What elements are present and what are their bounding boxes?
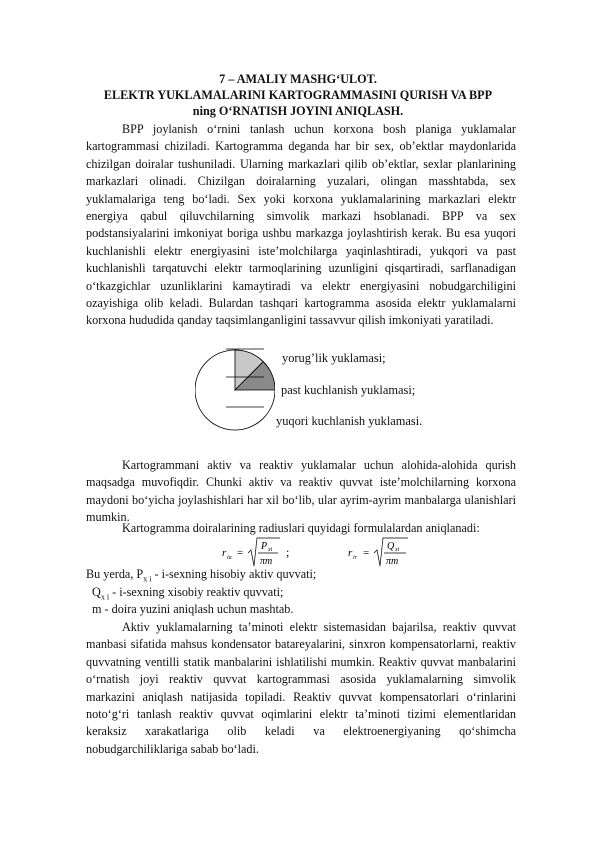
legend-lighting: yorug’lik yuklamasi; bbox=[282, 351, 386, 365]
formula-active-denominator: πm bbox=[260, 556, 273, 567]
paragraph-radius-intro: Kartogramma doiralarining radiuslari quyidagi formulalardan aniqlanadi: bbox=[122, 521, 480, 535]
formula-reactive-numerator-sub: xi bbox=[395, 547, 400, 553]
paragraph-active-reactive: Kartogrammani aktiv va reaktiv yuklamalar uchun alohida-alohida qurish maqsadga muvofiqdir. Chunki aktiv va reaktiv quvvat iste’molchilarning korxona maydoni bo‘yicha joylashishlari har xil bo‘lib, ular ayrim-ayrim manbalarga ulanishlari mumkin. bbox=[86, 458, 516, 525]
formula-reactive-r-sub: ir bbox=[353, 555, 358, 561]
formula-active-eq: = bbox=[237, 547, 244, 559]
formula-active-r: r bbox=[222, 547, 227, 559]
formula-reactive-eq: = bbox=[363, 547, 370, 559]
formula-reactive-numerator: Q bbox=[387, 541, 395, 552]
definition-reactive-head: Q bbox=[92, 585, 101, 599]
definition-reactive-tail: - i-sexning xisobiy reaktiv quvvati; bbox=[109, 585, 284, 599]
definition-active-head: Bu yerda, P bbox=[86, 567, 144, 581]
intro-paragraph: BPP joylanish o‘rnini tanlash uchun korxona bosh planiga yuklamalar kartogrammasi chiziladi. Kartogramma deganda har bir sex, ob’ektlar maydonlarida chizilgan doiralar tushuniladi. Ularning markazlari qilib ob’ektlar, sexlar planlarining markazlari olinadi. Chizilgan doiralarning yuzalari, olingan masshtabda, sex yuklamalariga teng bo‘ladi. Sex yoki korxona yuklamalarining markazlari elektr energiya qabul qiluvchilarning simvolik markazi hsoblanadi. BPP va sex podstansiyalarini imkoniyat boriga ushbu markazga joylashtirish kerak. Bu esa yuqori kuchlanishli elektr energiyasini iste’molchilarga yaqinlashtiradi, yukqori va past kuchlanishli tarqatuvchi elektr tarmoqlarining uzunligini qisqartiradi, sarflanadigan o‘tkazgichlar uzunliklarini kamaytiradi va elektr energiyasini nobudgarchiligini ozayishiga olib keladi. Bulardan tashqari kartogramma asosida elektr yuklamalarni korxona hududida qanday taqsimlanganligini tassavvur qilish imkoniyati yaratiladi. bbox=[86, 122, 516, 328]
legend-low-voltage: past kuchlanish yuklamasi; bbox=[281, 383, 416, 397]
formula-active-numerator-sub: xi bbox=[268, 547, 273, 553]
title-line-2: ELEKTR YUKLAMALARINI KARTOGRAMMASINI QURISH VA BPP bbox=[103, 88, 493, 102]
formula-reactive bbox=[348, 538, 408, 567]
radius-formulas bbox=[222, 536, 442, 570]
formula-reactive-denominator: πm bbox=[386, 556, 399, 567]
formula-active-numerator: P bbox=[261, 541, 268, 552]
definition-scale: m - doira yuzini aniqlash uchun mashtab. bbox=[92, 602, 294, 616]
definition-active-sub: x i bbox=[143, 574, 152, 584]
formula-active-r-sub: ia bbox=[227, 555, 232, 561]
legend-high-voltage: yuqori kuchlanish yuklamasi. bbox=[276, 414, 423, 428]
paragraph-compensation: Aktiv yuklamalarning ta’minoti elektr sistemasidan bajarilsa, reaktiv quvvat manbasi sifatida mahsus kondensator batareyalarini, sinxron kompensatorlarni, reaktiv quvvatning ventilli statik manbalarini ishlatilishi mumkin. Reaktiv quvvat manbalarini o‘rnatish joyi reaktiv quvvat kartogrammasi asosida yuklamalarning simvolik markazini aniqlash natijasida topiladi. Reaktiv quvvat kompensatorlari o‘rinlarini noto‘g‘ri tanlash reaktiv quvvat oqimlarini elektr ta’minoti tizimi elementlaridan keraksiz xarakatlariga olib keladi va elektroenergiyaning qo‘shimcha nobudgarchiliklariga sabab bo‘ladi. bbox=[86, 620, 516, 756]
definition-active-tail: - i-sexning hisobiy aktiv quvvati; bbox=[151, 567, 317, 581]
title-line-3: ning O‘RNATISH JOYINI ANIQLASH. bbox=[192, 104, 404, 118]
formula-reactive-r: r bbox=[348, 547, 353, 559]
legend-leader-lines bbox=[222, 347, 266, 411]
formula-active bbox=[222, 538, 289, 567]
definition-reactive-sub: x i bbox=[100, 592, 110, 602]
formula-separator: ; bbox=[286, 545, 290, 559]
title-line-1: 7 – AMALIY MASHG‘ULOT. bbox=[219, 72, 377, 86]
